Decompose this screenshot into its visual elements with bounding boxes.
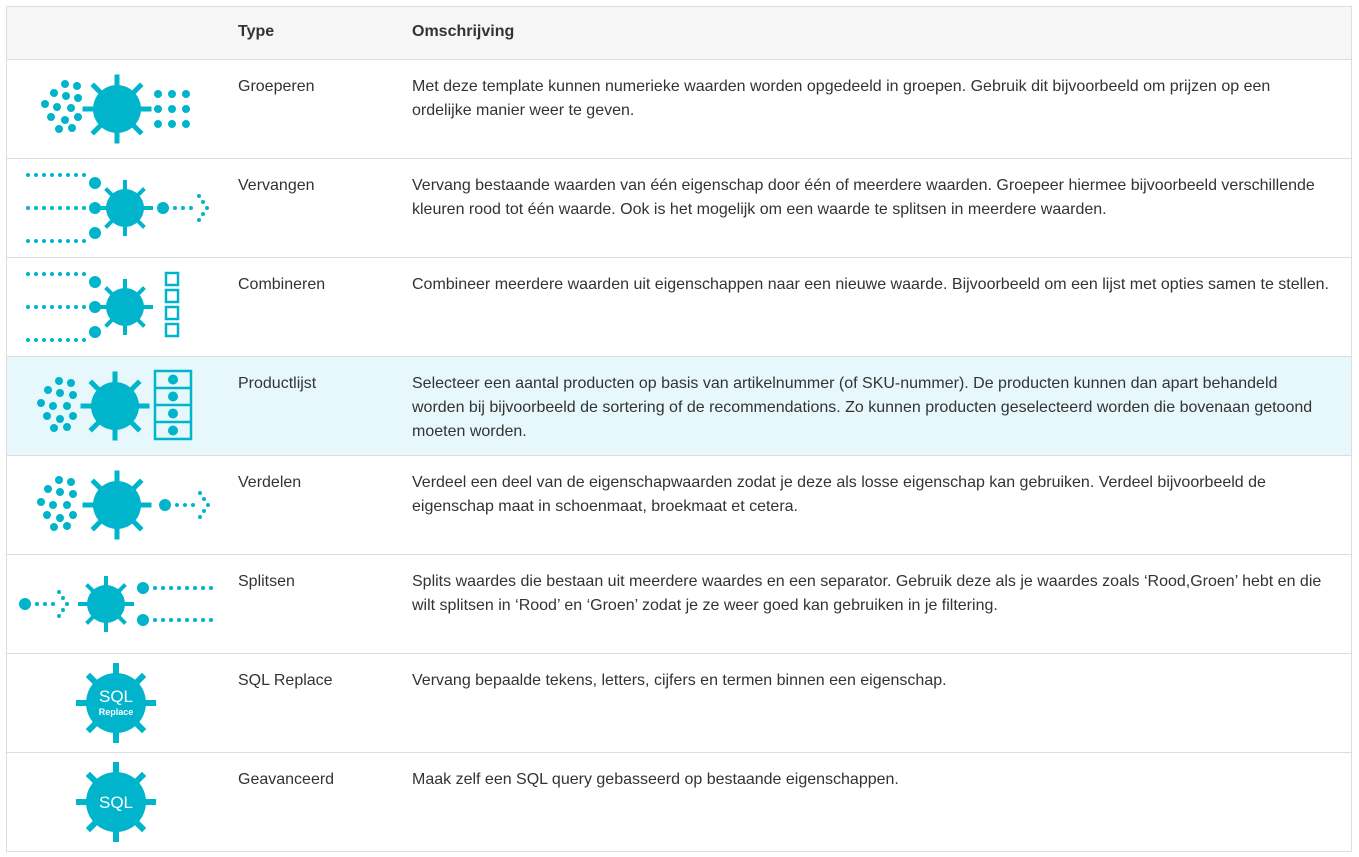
row-description: Splits waardes die bestaan uit meerdere waardes en een separator. Gebruik deze als je waardes zoals ‘Rood,Groen’ hebt en die wilt splitsen in ‘Rood’ en ‘Groen’ zodat je ze weer goed kan gebruiken in je filtering. (412, 573, 1322, 614)
row-description: Vervang bepaalde tekens, letters, cijfers en termen binnen een eigenschap. (412, 672, 947, 689)
productlijst-icon (7, 357, 227, 455)
row-description: Maak zelf een SQL query gebasseerd op bestaande eigenschappen. (412, 771, 899, 788)
row-type: Splitsen (238, 573, 295, 590)
table-header (7, 7, 1351, 59)
row-description: Vervang bestaande waarden van één eigenschap door één of meerdere waarden. Groepeer hiermee bijvoorbeeld verschillende kleuren rood tot één waarde. Ook is het mogelijk om een waarde te splitsen in meerdere waarden. (412, 177, 1315, 218)
replace-icon-label: Replace (98, 707, 134, 717)
row-description: Verdeel een deel van de eigenschapwaarden zodat je deze als losse eigenschap kan gebruiken. Verdeel bijvoorbeeld de eigenschap maat in schoenmaat, broekmaat et cetera. (412, 474, 1266, 515)
table-row (7, 554, 1351, 653)
vervangen-icon (7, 159, 227, 257)
splitsen-icon (7, 555, 227, 653)
table-row (7, 752, 1351, 851)
sql-icon-label: SQL (98, 687, 134, 706)
table-row (7, 257, 1351, 356)
table-row (7, 653, 1351, 752)
row-description: Selecteer een aantal producten op basis van artikelnummer (of SKU-nummer). De producten kunnen dan apart behandeld worden bij bijvoorbeeld de sortering of de recommendations. Zo kunnen producten geselecteerd worden die bovenaan getoond moeten worden. (412, 375, 1313, 440)
row-type: Productlijst (238, 375, 317, 392)
row-type: Groeperen (238, 78, 315, 95)
row-description: Combineer meerdere waarden uit eigenschappen naar een nieuwe waarde. Bijvoorbeeld om een lijst met opties samen te stellen. (412, 276, 1329, 293)
row-type: Vervangen (238, 177, 315, 194)
table-row (7, 356, 1351, 455)
table-row (7, 59, 1351, 158)
row-type: Geavanceerd (238, 771, 335, 788)
header-description: Omschrijving (412, 23, 515, 40)
sql-icon-label: SQL (98, 793, 134, 812)
templates-table (6, 6, 1352, 852)
row-type: Combineren (238, 276, 326, 293)
table-row (7, 455, 1351, 554)
sql-icon (7, 753, 227, 851)
combineren-icon (7, 258, 227, 356)
verdelen-icon (7, 456, 227, 554)
row-type: Verdelen (238, 474, 302, 491)
sql-replace-icon (7, 654, 227, 752)
row-type: SQL Replace (238, 672, 333, 689)
groeperen-icon (7, 60, 227, 158)
header-type: Type (238, 23, 275, 40)
row-description: Met deze template kunnen numerieke waarden worden opgedeeld in groepen. Gebruik dit bijvoorbeeld om prijzen op een ordelijke manier weer te geven. (412, 78, 1271, 119)
table-row (7, 158, 1351, 257)
